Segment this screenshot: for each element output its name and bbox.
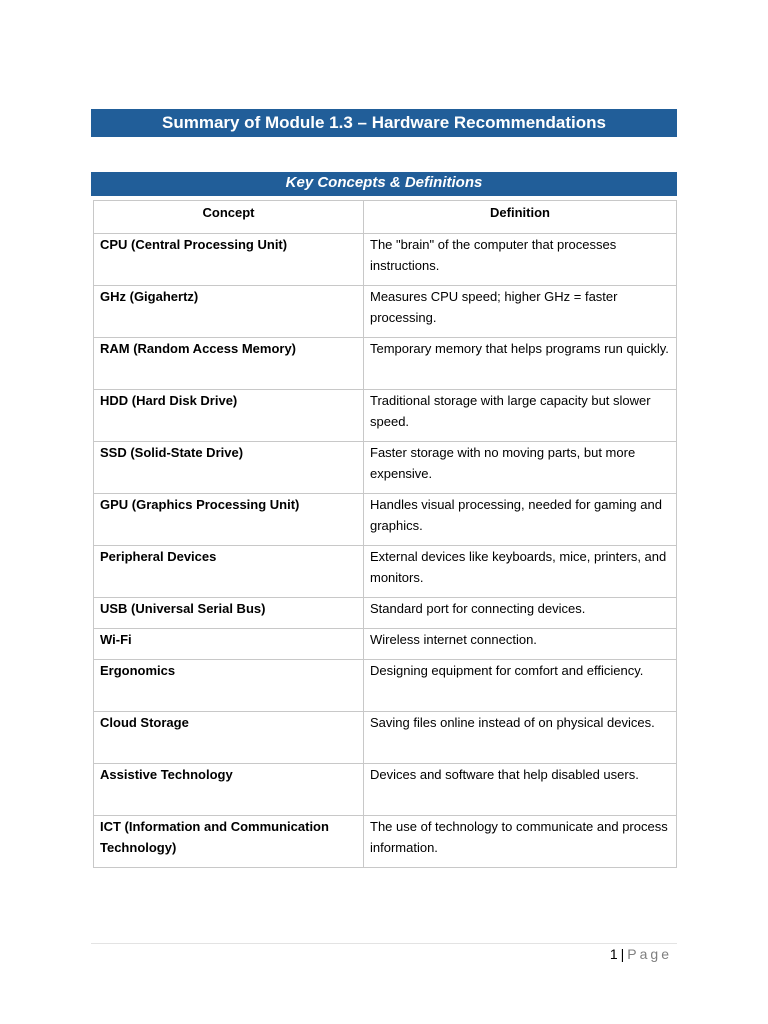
concept-cell: USB (Universal Serial Bus): [94, 598, 364, 629]
concept-cell: Peripheral Devices: [94, 546, 364, 598]
table-row: [94, 234, 677, 286]
definition-cell: Wireless internet connection.: [364, 629, 677, 660]
table-row: [94, 764, 677, 816]
concept-cell: Ergonomics: [94, 660, 364, 712]
table-row: [94, 338, 677, 390]
table-row: [94, 442, 677, 494]
definition-cell: The use of technology to communicate and process information.: [364, 816, 677, 868]
document-title: Summary of Module 1.3 – Hardware Recommendations: [91, 109, 677, 137]
definition-cell: Standard port for connecting devices.: [364, 598, 677, 629]
table-row: [94, 598, 677, 629]
concept-cell: Cloud Storage: [94, 712, 364, 764]
concept-cell: Assistive Technology: [94, 764, 364, 816]
page-word: Page: [627, 946, 672, 962]
page-footer: [610, 945, 672, 963]
definition-cell: Designing equipment for comfort and efficiency.: [364, 660, 677, 712]
table-header-row: [94, 201, 677, 234]
page-separator: |: [620, 946, 625, 962]
table-row: [94, 660, 677, 712]
definition-cell: Traditional storage with large capacity but slower speed.: [364, 390, 677, 442]
column-header-definition: Definition: [364, 201, 677, 234]
table-row: [94, 629, 677, 660]
concept-cell: GHz (Gigahertz): [94, 286, 364, 338]
table-row: [94, 546, 677, 598]
concept-cell: HDD (Hard Disk Drive): [94, 390, 364, 442]
concept-cell: GPU (Graphics Processing Unit): [94, 494, 364, 546]
definition-cell: The "brain" of the computer that processes instructions.: [364, 234, 677, 286]
section-heading: Key Concepts & Definitions: [91, 172, 677, 196]
definition-cell: Faster storage with no moving parts, but more expensive.: [364, 442, 677, 494]
page-number: 1: [609, 946, 618, 962]
table-row: [94, 712, 677, 764]
concept-cell: SSD (Solid-State Drive): [94, 442, 364, 494]
concept-cell: Wi-Fi: [94, 629, 364, 660]
definition-cell: Devices and software that help disabled users.: [364, 764, 677, 816]
definition-cell: Temporary memory that helps programs run quickly.: [364, 338, 677, 390]
concept-cell: RAM (Random Access Memory): [94, 338, 364, 390]
definition-cell: Handles visual processing, needed for gaming and graphics.: [364, 494, 677, 546]
definition-cell: Measures CPU speed; higher GHz = faster processing.: [364, 286, 677, 338]
table-row: [94, 390, 677, 442]
table-row: [94, 494, 677, 546]
concept-cell: ICT (Information and Communication Technology): [94, 816, 364, 868]
concept-cell: CPU (Central Processing Unit): [94, 234, 364, 286]
concepts-table: [93, 200, 677, 868]
footer-divider: [91, 943, 677, 944]
table-row: [94, 286, 677, 338]
definition-cell: Saving files online instead of on physical devices.: [364, 712, 677, 764]
column-header-concept: Concept: [94, 201, 364, 234]
definition-cell: External devices like keyboards, mice, printers, and monitors.: [364, 546, 677, 598]
table-row: [94, 816, 677, 868]
